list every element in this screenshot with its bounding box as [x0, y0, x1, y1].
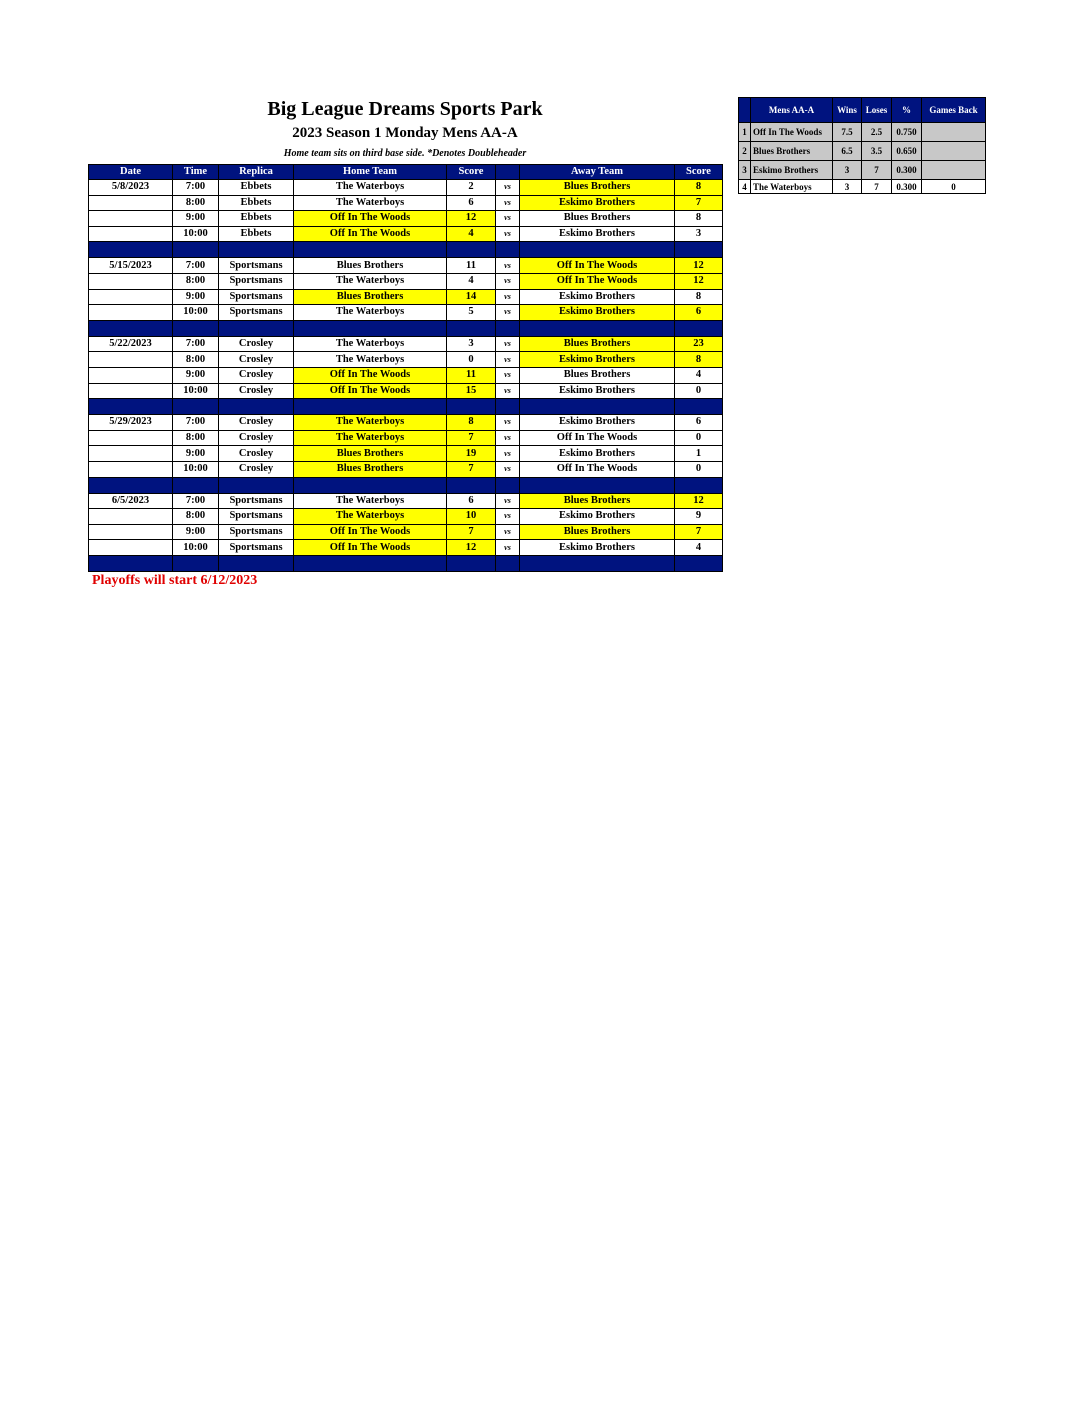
vs-label: vs	[496, 461, 520, 477]
separator-cell	[520, 477, 675, 493]
home-score: 4	[447, 226, 496, 242]
game-time: 9:00	[173, 446, 219, 462]
game-time: 10:00	[173, 461, 219, 477]
away-team: Off In The Woods	[520, 430, 675, 446]
home-score: 7	[447, 524, 496, 540]
col-time: Time	[173, 165, 219, 180]
home-score: 7	[447, 461, 496, 477]
standings-wins: 6.5	[833, 142, 862, 161]
game-date	[89, 305, 173, 321]
standings-loses: 7	[862, 161, 892, 180]
home-team: The Waterboys	[294, 195, 447, 211]
home-score: 11	[447, 367, 496, 383]
home-team: The Waterboys	[294, 352, 447, 368]
separator-cell	[520, 242, 675, 258]
vs-label: vs	[496, 289, 520, 305]
vs-label: vs	[496, 336, 520, 352]
away-team: Blues Brothers	[520, 493, 675, 509]
separator-cell	[89, 477, 173, 493]
vs-label: vs	[496, 367, 520, 383]
home-team: Off In The Woods	[294, 226, 447, 242]
game-field: Crosley	[219, 367, 294, 383]
standings-wins: 3	[833, 180, 862, 194]
away-score: 8	[675, 180, 723, 196]
game-time: 9:00	[173, 524, 219, 540]
away-score: 6	[675, 305, 723, 321]
separator-cell	[675, 320, 723, 336]
game-field: Sportsmans	[219, 524, 294, 540]
separator-cell	[219, 320, 294, 336]
separator-cell	[294, 555, 447, 571]
home-team: The Waterboys	[294, 305, 447, 321]
home-score: 3	[447, 336, 496, 352]
vs-label: vs	[496, 180, 520, 196]
away-team: Eskimo Brothers	[520, 352, 675, 368]
game-row	[89, 258, 723, 274]
home-score: 2	[447, 180, 496, 196]
game-field: Crosley	[219, 352, 294, 368]
away-score: 6	[675, 415, 723, 431]
separator-cell	[520, 555, 675, 571]
game-row	[89, 446, 723, 462]
away-score: 3	[675, 226, 723, 242]
separator-cell	[447, 242, 496, 258]
separator-cell	[219, 477, 294, 493]
game-time: 7:00	[173, 415, 219, 431]
away-score: 7	[675, 524, 723, 540]
game-row	[89, 524, 723, 540]
game-time: 8:00	[173, 273, 219, 289]
home-team: Off In The Woods	[294, 367, 447, 383]
standings-row	[739, 123, 986, 142]
game-time: 9:00	[173, 367, 219, 383]
game-field: Sportsmans	[219, 258, 294, 274]
game-time: 10:00	[173, 305, 219, 321]
game-date	[89, 509, 173, 525]
game-time: 7:00	[173, 493, 219, 509]
vs-label: vs	[496, 524, 520, 540]
game-row	[89, 430, 723, 446]
game-date	[89, 461, 173, 477]
game-time: 8:00	[173, 195, 219, 211]
col-away-team: Away Team	[520, 165, 675, 180]
separator-cell	[173, 555, 219, 571]
away-team: Eskimo Brothers	[520, 195, 675, 211]
away-score: 7	[675, 195, 723, 211]
game-date	[89, 383, 173, 399]
schedule-body	[89, 180, 723, 572]
game-row	[89, 180, 723, 196]
standings-loses: 3.5	[862, 142, 892, 161]
col-replica: Replica	[219, 165, 294, 180]
separator-cell	[520, 320, 675, 336]
separator-cell	[496, 320, 520, 336]
separator-cell	[520, 399, 675, 415]
away-score: 12	[675, 493, 723, 509]
game-field: Sportsmans	[219, 289, 294, 305]
home-score: 12	[447, 540, 496, 556]
game-field: Crosley	[219, 383, 294, 399]
home-score: 6	[447, 195, 496, 211]
vs-label: vs	[496, 211, 520, 227]
week-separator	[89, 242, 723, 258]
game-row	[89, 305, 723, 321]
col-home-score: Score	[447, 165, 496, 180]
standings-col-division: Mens AA-A	[751, 98, 833, 123]
standings-games-back	[922, 123, 986, 142]
away-team: Eskimo Brothers	[520, 415, 675, 431]
playoffs-notice: Playoffs will start 6/12/2023	[92, 573, 258, 588]
standings-col-loses: Loses	[862, 98, 892, 123]
vs-label: vs	[496, 415, 520, 431]
game-date	[89, 226, 173, 242]
page-subtitle: 2023 Season 1 Monday Mens AA-A	[292, 125, 518, 141]
standings-col-pct: %	[892, 98, 922, 123]
separator-cell	[447, 555, 496, 571]
home-team: Blues Brothers	[294, 461, 447, 477]
home-team: The Waterboys	[294, 273, 447, 289]
away-team: Off In The Woods	[520, 273, 675, 289]
separator-cell	[173, 320, 219, 336]
vs-label: vs	[496, 540, 520, 556]
home-score: 14	[447, 289, 496, 305]
standings-rank: 4	[739, 180, 751, 194]
standings-team: Eskimo Brothers	[751, 161, 833, 180]
home-score: 4	[447, 273, 496, 289]
game-date: 5/29/2023	[89, 415, 173, 431]
standings-rank: 1	[739, 123, 751, 142]
home-score: 6	[447, 493, 496, 509]
game-time: 10:00	[173, 540, 219, 556]
game-row	[89, 493, 723, 509]
separator-cell	[675, 242, 723, 258]
game-row	[89, 273, 723, 289]
standings-loses: 2.5	[862, 123, 892, 142]
away-score: 0	[675, 383, 723, 399]
away-team: Eskimo Brothers	[520, 509, 675, 525]
game-time: 9:00	[173, 289, 219, 305]
game-field: Crosley	[219, 415, 294, 431]
separator-cell	[447, 477, 496, 493]
separator-cell	[89, 320, 173, 336]
game-time: 8:00	[173, 352, 219, 368]
standings-wins: 7.5	[833, 123, 862, 142]
separator-cell	[219, 399, 294, 415]
game-field: Crosley	[219, 336, 294, 352]
standings-row	[739, 161, 986, 180]
vs-label: vs	[496, 509, 520, 525]
game-field: Ebbets	[219, 180, 294, 196]
game-time: 8:00	[173, 509, 219, 525]
game-date	[89, 446, 173, 462]
separator-cell	[89, 399, 173, 415]
game-date	[89, 352, 173, 368]
away-score: 1	[675, 446, 723, 462]
standings-wins: 3	[833, 161, 862, 180]
away-score: 12	[675, 258, 723, 274]
game-time: 7:00	[173, 180, 219, 196]
home-team: The Waterboys	[294, 509, 447, 525]
game-field: Ebbets	[219, 226, 294, 242]
schedule-table	[88, 164, 723, 572]
standings-body	[739, 123, 986, 194]
away-team: Blues Brothers	[520, 180, 675, 196]
separator-cell	[294, 320, 447, 336]
game-field: Crosley	[219, 461, 294, 477]
page-title: Big League Dreams Sports Park	[267, 98, 543, 120]
vs-label: vs	[496, 383, 520, 399]
home-team: Blues Brothers	[294, 289, 447, 305]
separator-cell	[173, 242, 219, 258]
game-time: 7:00	[173, 336, 219, 352]
separator-cell	[294, 399, 447, 415]
game-field: Ebbets	[219, 211, 294, 227]
home-team: Off In The Woods	[294, 540, 447, 556]
game-row	[89, 211, 723, 227]
away-team: Eskimo Brothers	[520, 226, 675, 242]
game-field: Crosley	[219, 430, 294, 446]
home-score: 15	[447, 383, 496, 399]
away-team: Eskimo Brothers	[520, 305, 675, 321]
home-score: 19	[447, 446, 496, 462]
vs-label: vs	[496, 195, 520, 211]
separator-cell	[89, 555, 173, 571]
standings-games-back	[922, 142, 986, 161]
vs-label: vs	[496, 493, 520, 509]
game-date: 5/15/2023	[89, 258, 173, 274]
standings-team: Blues Brothers	[751, 142, 833, 161]
separator-cell	[89, 242, 173, 258]
game-field: Sportsmans	[219, 305, 294, 321]
home-team: Blues Brothers	[294, 258, 447, 274]
game-time: 10:00	[173, 226, 219, 242]
home-team: The Waterboys	[294, 180, 447, 196]
game-row	[89, 540, 723, 556]
game-date	[89, 289, 173, 305]
home-team: Off In The Woods	[294, 524, 447, 540]
away-team: Off In The Woods	[520, 258, 675, 274]
home-score: 10	[447, 509, 496, 525]
away-score: 0	[675, 430, 723, 446]
separator-cell	[294, 477, 447, 493]
separator-cell	[496, 555, 520, 571]
separator-cell	[447, 320, 496, 336]
game-date	[89, 211, 173, 227]
week-separator	[89, 555, 723, 571]
separator-cell	[219, 242, 294, 258]
away-team: Eskimo Brothers	[520, 446, 675, 462]
away-team: Blues Brothers	[520, 524, 675, 540]
separator-cell	[173, 399, 219, 415]
vs-label: vs	[496, 273, 520, 289]
game-date	[89, 430, 173, 446]
separator-cell	[447, 399, 496, 415]
separator-cell	[496, 399, 520, 415]
separator-cell	[675, 555, 723, 571]
standings-rank: 2	[739, 142, 751, 161]
standings-team: The Waterboys	[751, 180, 833, 194]
home-team: The Waterboys	[294, 493, 447, 509]
away-team: Eskimo Brothers	[520, 289, 675, 305]
away-score: 23	[675, 336, 723, 352]
standings-table	[738, 97, 986, 194]
game-row	[89, 226, 723, 242]
game-field: Crosley	[219, 446, 294, 462]
away-team: Blues Brothers	[520, 367, 675, 383]
week-separator	[89, 477, 723, 493]
standings-header-row	[739, 98, 986, 123]
standings-col-games-back: Games Back	[922, 98, 986, 123]
away-score: 4	[675, 367, 723, 383]
vs-label: vs	[496, 258, 520, 274]
separator-cell	[219, 555, 294, 571]
away-score: 12	[675, 273, 723, 289]
game-row	[89, 195, 723, 211]
col-date: Date	[89, 165, 173, 180]
separator-cell	[496, 477, 520, 493]
game-row	[89, 336, 723, 352]
game-row	[89, 289, 723, 305]
game-date	[89, 195, 173, 211]
home-score: 8	[447, 415, 496, 431]
home-score: 0	[447, 352, 496, 368]
game-date	[89, 540, 173, 556]
game-row	[89, 415, 723, 431]
separator-cell	[294, 242, 447, 258]
home-team: Off In The Woods	[294, 211, 447, 227]
col-vs	[496, 165, 520, 180]
week-separator	[89, 399, 723, 415]
game-field: Sportsmans	[219, 509, 294, 525]
game-row	[89, 367, 723, 383]
col-away-score: Score	[675, 165, 723, 180]
game-field: Ebbets	[219, 195, 294, 211]
standings-col-wins: Wins	[833, 98, 862, 123]
home-team: Off In The Woods	[294, 383, 447, 399]
standings-pct: 0.300	[892, 161, 922, 180]
schedule-note: Home team sits on third base side. *Denotes Doubleheader	[283, 148, 527, 159]
game-time: 10:00	[173, 383, 219, 399]
separator-cell	[173, 477, 219, 493]
game-field: Sportsmans	[219, 273, 294, 289]
standings-col-rank	[739, 98, 751, 123]
away-team: Eskimo Brothers	[520, 540, 675, 556]
standings-rank: 3	[739, 161, 751, 180]
game-date	[89, 367, 173, 383]
separator-cell	[675, 399, 723, 415]
away-score: 8	[675, 289, 723, 305]
game-row	[89, 509, 723, 525]
away-score: 8	[675, 352, 723, 368]
away-team: Blues Brothers	[520, 336, 675, 352]
home-team: The Waterboys	[294, 415, 447, 431]
vs-label: vs	[496, 226, 520, 242]
vs-label: vs	[496, 446, 520, 462]
game-field: Sportsmans	[219, 540, 294, 556]
game-time: 8:00	[173, 430, 219, 446]
week-separator	[89, 320, 723, 336]
home-score: 11	[447, 258, 496, 274]
home-score: 5	[447, 305, 496, 321]
standings-team: Off In The Woods	[751, 123, 833, 142]
game-time: 7:00	[173, 258, 219, 274]
game-date	[89, 524, 173, 540]
col-home-team: Home Team	[294, 165, 447, 180]
away-score: 9	[675, 509, 723, 525]
away-team: Eskimo Brothers	[520, 383, 675, 399]
standings-row	[739, 142, 986, 161]
home-team: Blues Brothers	[294, 446, 447, 462]
game-date: 5/22/2023	[89, 336, 173, 352]
standings-row	[739, 180, 986, 194]
separator-cell	[496, 242, 520, 258]
away-team: Off In The Woods	[520, 461, 675, 477]
vs-label: vs	[496, 430, 520, 446]
standings-pct: 0.650	[892, 142, 922, 161]
standings-games-back	[922, 161, 986, 180]
home-team: The Waterboys	[294, 430, 447, 446]
game-time: 9:00	[173, 211, 219, 227]
game-date: 6/5/2023	[89, 493, 173, 509]
home-team: The Waterboys	[294, 336, 447, 352]
away-score: 8	[675, 211, 723, 227]
vs-label: vs	[496, 352, 520, 368]
away-score: 4	[675, 540, 723, 556]
separator-cell	[675, 477, 723, 493]
standings-games-back: 0	[922, 180, 986, 194]
vs-label: vs	[496, 305, 520, 321]
away-score: 0	[675, 461, 723, 477]
schedule-header-row	[89, 165, 723, 180]
game-date: 5/8/2023	[89, 180, 173, 196]
game-field: Sportsmans	[219, 493, 294, 509]
standings-pct: 0.750	[892, 123, 922, 142]
home-score: 12	[447, 211, 496, 227]
game-date	[89, 273, 173, 289]
game-row	[89, 352, 723, 368]
game-row	[89, 383, 723, 399]
away-team: Blues Brothers	[520, 211, 675, 227]
game-row	[89, 461, 723, 477]
standings-pct: 0.300	[892, 180, 922, 194]
home-score: 7	[447, 430, 496, 446]
standings-loses: 7	[862, 180, 892, 194]
